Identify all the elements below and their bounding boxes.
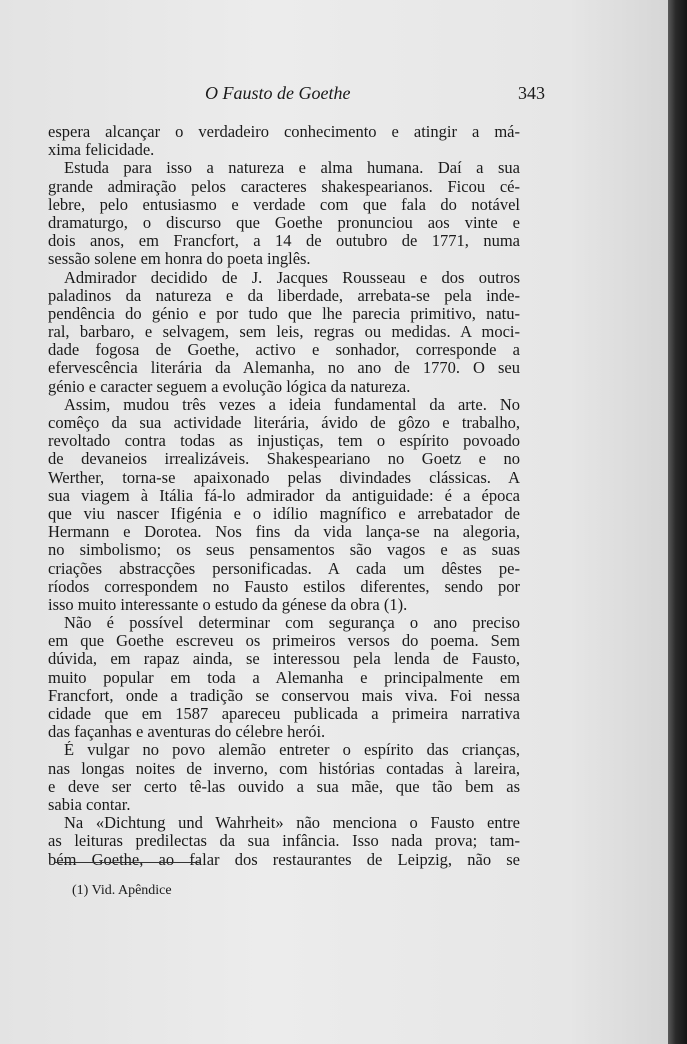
text-line: isso muito interessante o estudo da génese da obra (1). [48, 595, 408, 614]
text-line: cidade que em 1587 apareceu publicada a primeira narrativa [48, 705, 520, 723]
running-title: O Fausto de Goethe [205, 83, 351, 103]
text-line: bém Goethe, ao falar dos restaurantes de Leipzig, não se [48, 850, 520, 869]
text-line: e deve ser certo tê-las ouvido a sua mãe, que tão bem as [48, 777, 520, 796]
text-line: É vulgar no povo alemão entreter o espírito das crianças, [64, 741, 520, 760]
text-line: dúvida, em rapaz ainda, se interessou pela lenda de Fausto, [48, 650, 520, 669]
text-line: de devaneios irrealizáveis. Shakespeariano no Goetz e no [48, 450, 520, 469]
page-number: 343 [518, 83, 545, 103]
text-line: sua viagem à Itália fá-lo admirador da antiguidade: é a época [48, 486, 520, 505]
text-line: Werther, torna-se apaixonado pelas divindades clássicas. A [48, 468, 520, 487]
text-line: génio e caracter seguem a evolução lógica da natureza. [48, 377, 411, 396]
footnote: (1) Vid. Apêndice [72, 883, 172, 898]
text-line: Admirador decidido de J. Jacques Rousseau e dos outros [64, 268, 520, 287]
text-line: Hermann e Dorotea. Nos fins da vida lança-se na alegoria, [48, 523, 520, 542]
text-line: em que Goethe escreveu os primeiros versos do poema. Sem [48, 632, 520, 651]
text-line: xima felicidade. [48, 141, 155, 160]
text-line: das façanhas e aventuras do célebre herói. [48, 723, 326, 742]
text-line: que viu nascer Ifigénia e o idílio magnífico e arrebatador de [48, 504, 520, 523]
text-line: no simbolismo; os seus pensamentos são vagos e as suas [48, 541, 520, 560]
body-text [48, 123, 520, 869]
text-line: Na «Dichtung und Wahrheit» não menciona o Fausto entre [64, 814, 520, 833]
text-line: Não é possível determinar com segurança o ano preciso [64, 614, 520, 633]
text-line: Francfort, onde a tradição se conservou mais viva. Foi nessa [48, 686, 520, 705]
text-line: paladinos da natureza e da liberdade, arrebata-se pela inde- [48, 286, 520, 305]
text-line: Assim, mudou três vezes a ideia fundamental da arte. No [64, 395, 520, 414]
text-line: lebre, pelo entusiasmo e verdade com que fala do notável [48, 195, 520, 214]
text-line: sabia contar. [48, 795, 131, 814]
text-line: ríodos correspondem no Fausto estilos diferentes, sendo por [48, 577, 520, 596]
text-line: dade fogosa de Goethe, activo e sonhador, corresponde a [48, 341, 520, 360]
text-line: criações abstracções personificadas. A cada um dêstes pe- [48, 559, 520, 578]
text-line: comêço da sua actividade literária, ávido de gôzo e trabalho, [48, 414, 520, 432]
text-line: revoltado contra todas as injustiças, tem o espírito povoado [48, 432, 520, 451]
text-line: ral, barbaro, e selvagem, sem leis, regras ou medidas. A moci- [48, 323, 520, 342]
text-line: as leituras predilectas da sua infância. Isso nada prova; tam- [48, 832, 520, 851]
text-line: sessão solene em honra do poeta inglês. [48, 250, 311, 269]
text-line: dramaturgo, o discurso que Goethe pronunciou aos vinte e [48, 213, 520, 232]
text-line: Estuda para isso a natureza e alma humana. Daí a sua [64, 159, 520, 178]
text-line: efervescência literária da Alemanha, no ano de 1770. O seu [48, 359, 520, 378]
text-line: espera alcançar o verdadeiro conhecimento e atingir a má- [48, 123, 520, 141]
text-line: dois anos, em Francfort, a 14 de outubro de 1771, numa [48, 232, 520, 251]
text-line: muito popular em toda a Alemanha e principalmente em [48, 668, 520, 687]
running-head [205, 80, 545, 106]
text-line: nas longas noites de inverno, com histórias contadas à lareira, [48, 759, 520, 778]
footnote-rule [55, 862, 201, 863]
text-line: grande admiração pelos caracteres shakespearianos. Ficou cé- [48, 177, 520, 196]
text-line: pendência do génio e por tudo que lhe parecia primitivo, natu- [48, 304, 520, 323]
page-edge [668, 0, 687, 1044]
